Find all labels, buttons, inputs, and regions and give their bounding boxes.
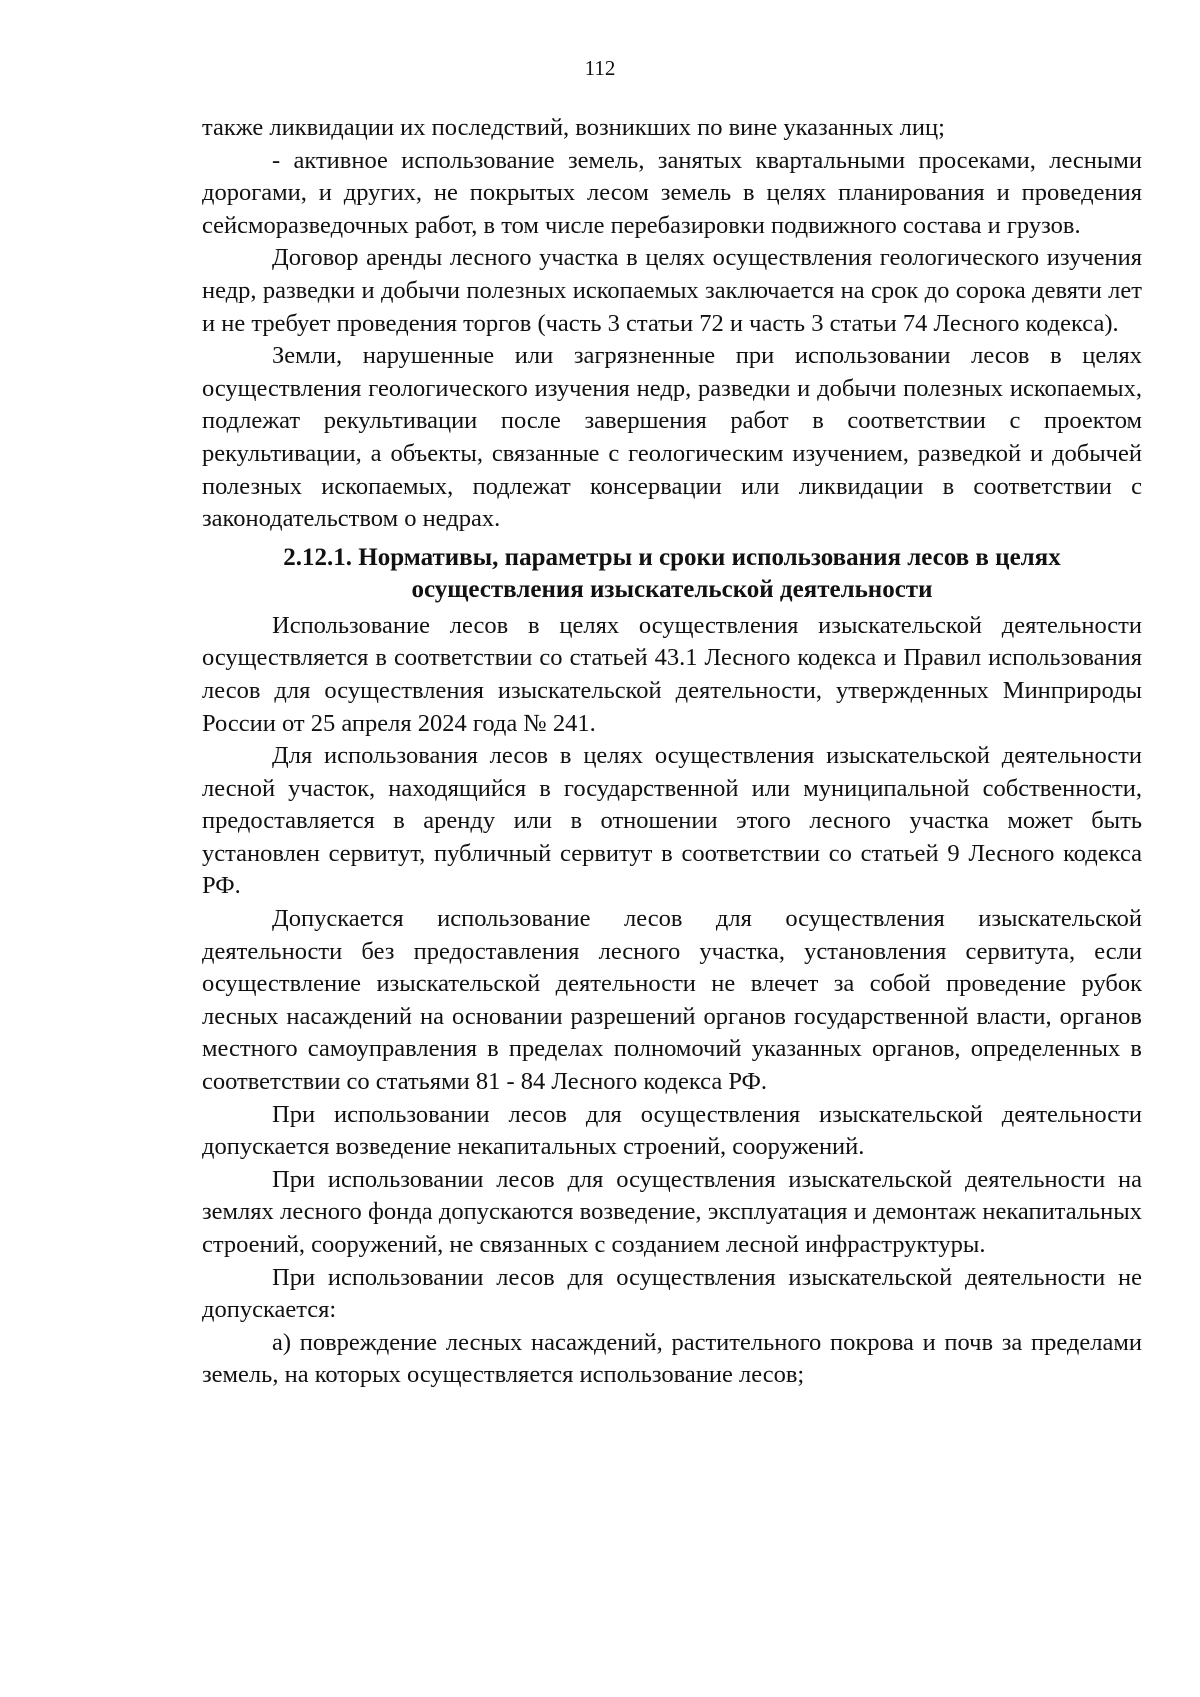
- paragraph: Использование лесов в целях осуществления изыскательской деятельности осуществляется в соответствии со статьей 43.1 Лесного кодекса и Правил использования лесов для осуществления изыскательской деятельности, утвержденных Минприроды России от 25 апреля 2024 года № 241.: [202, 611, 1142, 737]
- paragraph: Договор аренды лесного участка в целях осуществления геологического изучения недр, разведки и добычи полезных ископаемых заключается на срок до сорока девяти лет и не требует проведения торгов (часть 3 статьи 72 и часть 3 статьи 74 Лесного кодекса).: [202, 244, 1142, 337]
- document-body: [202, 112, 1142, 1392]
- paragraph: - активное использование земель, занятых квартальными просеками, лесными дорогами, и других, не покрытых лесом земель в целях планирования и проведения сейсморазведочных работ, в том числе перебазировки подвижного состава и грузов.: [202, 146, 1142, 239]
- section-heading-line: осуществления изыскательской деятельности: [411, 575, 933, 603]
- paragraph: также ликвидации их последствий, возникших по вине указанных лиц;: [202, 114, 945, 141]
- paragraph: При использовании лесов для осуществления изыскательской деятельности допускается возведение некапитальных строений, сооружений.: [202, 1100, 1142, 1161]
- paragraph: а) повреждение лесных насаждений, растительного покрова и почв за пределами земель, на которых осуществляется использование лесов;: [202, 1328, 1142, 1389]
- section-heading: [202, 542, 1142, 606]
- paragraph: Для использования лесов в целях осуществления изыскательской деятельности лесной участок, находящийся в государственной или муниципальной собственности, предоставляется в аренду или в отношении этого лесного участка может быть установлен сервитут, публичный сервитут в соответствии со статьей 9 Лесного кодекса РФ.: [202, 742, 1142, 900]
- paragraph: При использовании лесов для осуществления изыскательской деятельности не допускается:: [202, 1263, 1142, 1324]
- paragraph: При использовании лесов для осуществления изыскательской деятельности на землях лесного фонда допускаются возведение, эксплуатация и демонтаж некапитальных строений, сооружений, не связанных с созданием лесной инфраструктуры.: [202, 1165, 1142, 1258]
- page-number: 112: [584, 56, 616, 80]
- paragraph: Допускается использование лесов для осуществления изыскательской деятельности без предоставления лесного участка, установления сервитута, если осуществление изыскательской деятельности не влечет за собой проведение рубок лесных насаждений на основании разрешений органов государственной власти, органов местного самоуправления в пределах полномочий указанных органов, определенных в соответствии со статьями 81 - 84 Лесного кодекса РФ.: [202, 905, 1142, 1096]
- section-heading-line: 2.12.1. Нормативы, параметры и сроки использования лесов в целях: [283, 543, 1061, 571]
- paragraph: Земли, нарушенные или загрязненные при использовании лесов в целях осуществления геологического изучения недр, разведки и добычи полезных ископаемых, подлежат рекультивации после завершения работ в соответствии с проектом рекультивации, а объекты, связанные с геологическим изучением, разведкой и добычей полезных ископаемых, подлежат консервации или ликвидации в соответствии с законодательством о недрах.: [202, 342, 1142, 533]
